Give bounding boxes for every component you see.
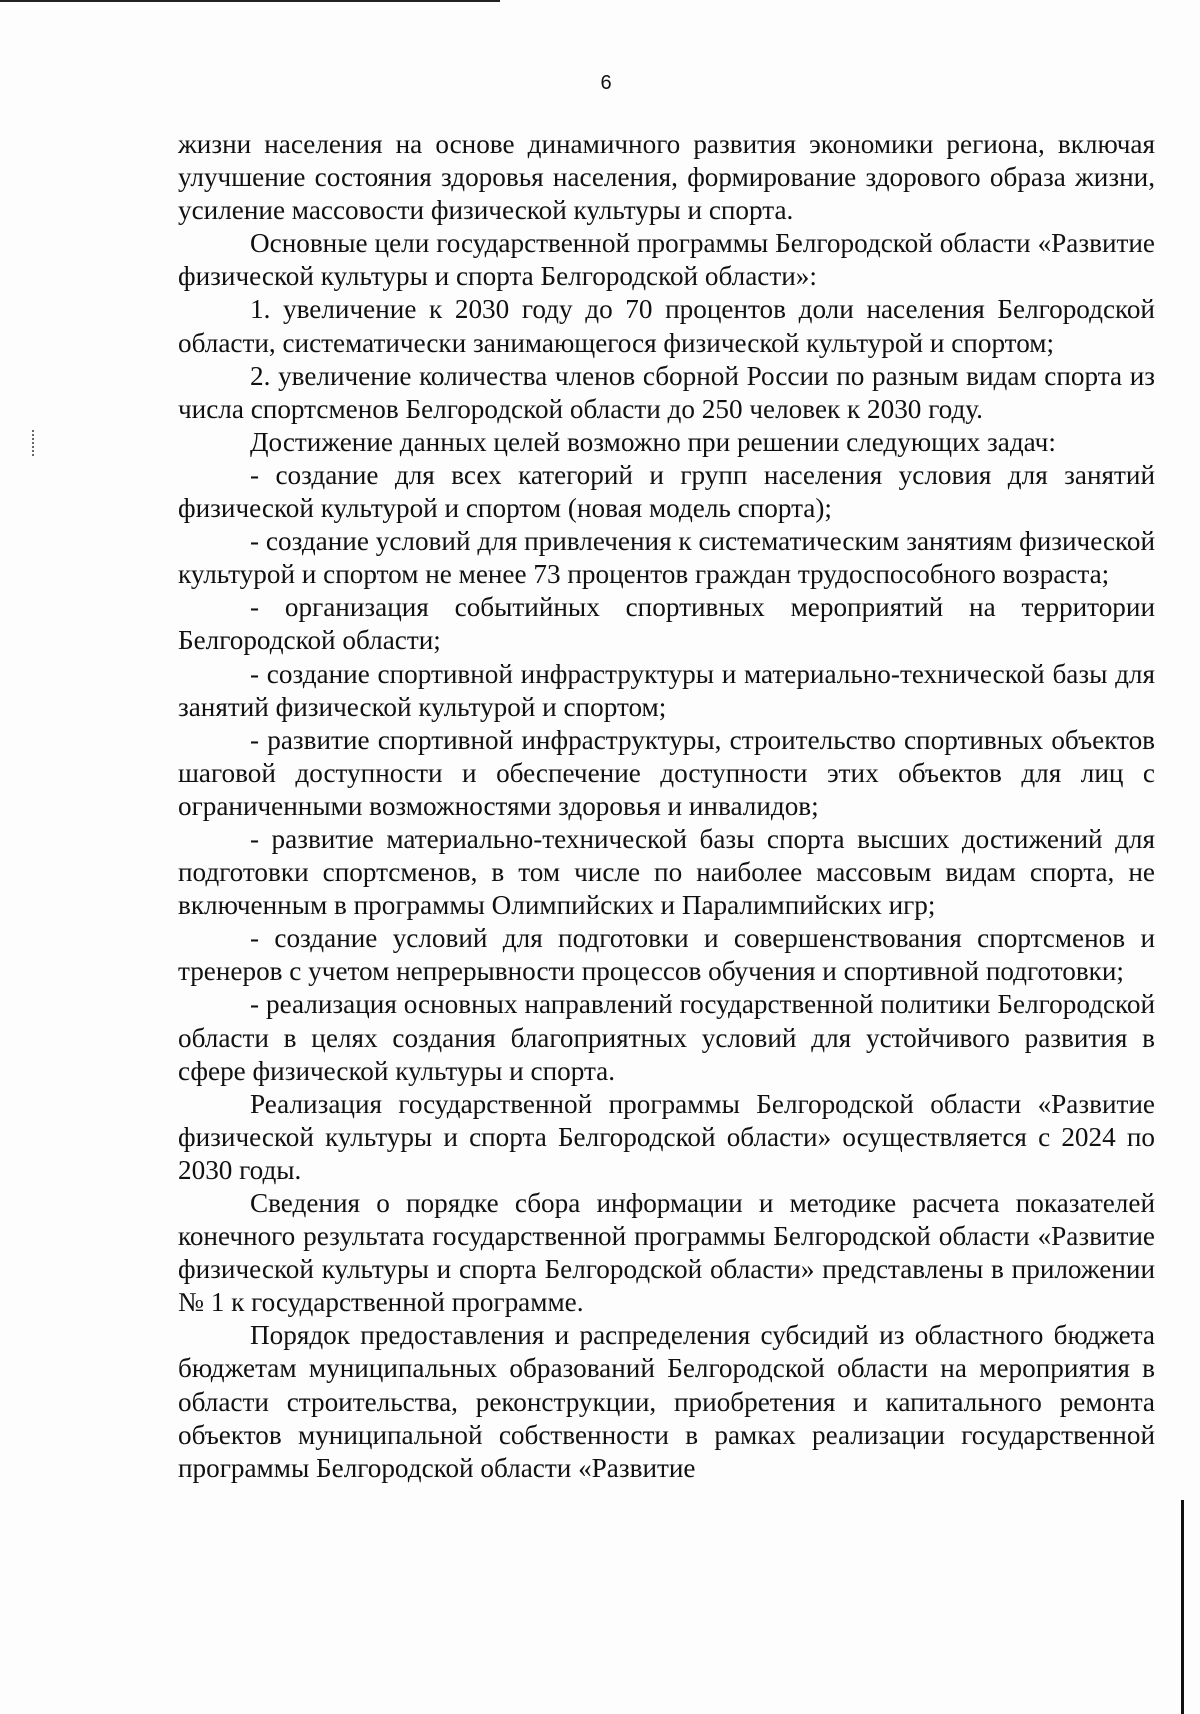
- list-item-task: - создание для всех категорий и групп населения условия для занятий физической культурой и спортом (новая модель спорта);: [178, 459, 1155, 524]
- paragraph-goal-1: 1. увеличение к 2030 году до 70 процентов доли населения Белгородской области, систематически занимающегося физической культурой и спортом;: [178, 294, 1155, 358]
- list-item-task: - реализация основных направлений государственной политики Белгородской области в целях создания благоприятных условий для устойчивого развития в сфере физической культуры и спорта.: [178, 989, 1155, 1086]
- list-item-task: - организация событийных спортивных мероприятий на территории Белгородской области;: [178, 592, 1155, 656]
- paragraph-subsidies-procedure: Порядок предоставления и распределения субсидий из областного бюджета бюджетам муниципальных образований Белгородской области на мероприятия в области строительства, реконструкции, приобретения и капитального ремонта объектов муниципальной собственности в рамках реализации государственной программы Белгородской области «Развитие: [178, 1320, 1155, 1483]
- paragraph-program-period: Реализация государственной программы Белгородской области «Развитие физической культуры и спорта Белгородской области» осуществляется с 2024 по 2030 годы.: [178, 1088, 1155, 1185]
- paragraph-indicators-info: Сведения о порядке сбора информации и методике расчета показателей конечного результата государственной программы Белгородской области «Развитие физической культуры и спорта Белгородской области» представлены в приложении № 1 к государственной программе.: [178, 1188, 1155, 1318]
- paragraph-continued: жизни населения на основе динамичного развития экономики региона, включая улучшение состояния здоровья населения, формирование здорового образа жизни, усиление массовости физической культуры и спорта.: [178, 129, 1155, 226]
- list-item-task: - создание спортивной инфраструктуры и материально-технической базы для занятий физической культурой и спортом;: [178, 658, 1155, 722]
- scan-margin-marks: [32, 430, 37, 456]
- list-item-task: - создание условий для привлечения к систематическим занятиям физической культурой и спортом не менее 73 процентов граждан трудоспособного возраста;: [178, 526, 1155, 590]
- page-number: 6: [600, 72, 612, 94]
- list-item-task: - развитие материально-технической базы спорта высших достижений для подготовки спортсменов, в том числе по наиболее массовым видам спорта, не включенным в программы Олимпийских и Паралимпийских игр;: [178, 823, 1155, 921]
- list-item-task: - создание условий для подготовки и совершенствования спортсменов и тренеров с учетом непрерывности процессов обучения и спортивной подготовки;: [178, 923, 1155, 987]
- paragraph-goal-2: 2. увеличение количества членов сборной России по разным видам спорта из числа спортсменов Белгородской области до 250 человек к 2030 году.: [178, 360, 1155, 424]
- scan-right-edge: [1181, 1500, 1184, 1714]
- paragraph-program-goals-intro: Основные цели государственной программы Белгородской области «Развитие физической культуры и спорта Белгородской области»:: [178, 228, 1155, 292]
- scan-border-line: [0, 0, 500, 2]
- paragraph-tasks-intro: Достижение данных целей возможно при решении следующих задач:: [250, 426, 1056, 457]
- document-body: [178, 128, 1155, 1485]
- list-item-task: - развитие спортивной инфраструктуры, строительство спортивных объектов шаговой доступности и обеспечение доступности этих объектов для лиц с ограниченными возможностями здоровья и инвалидов;: [178, 724, 1155, 821]
